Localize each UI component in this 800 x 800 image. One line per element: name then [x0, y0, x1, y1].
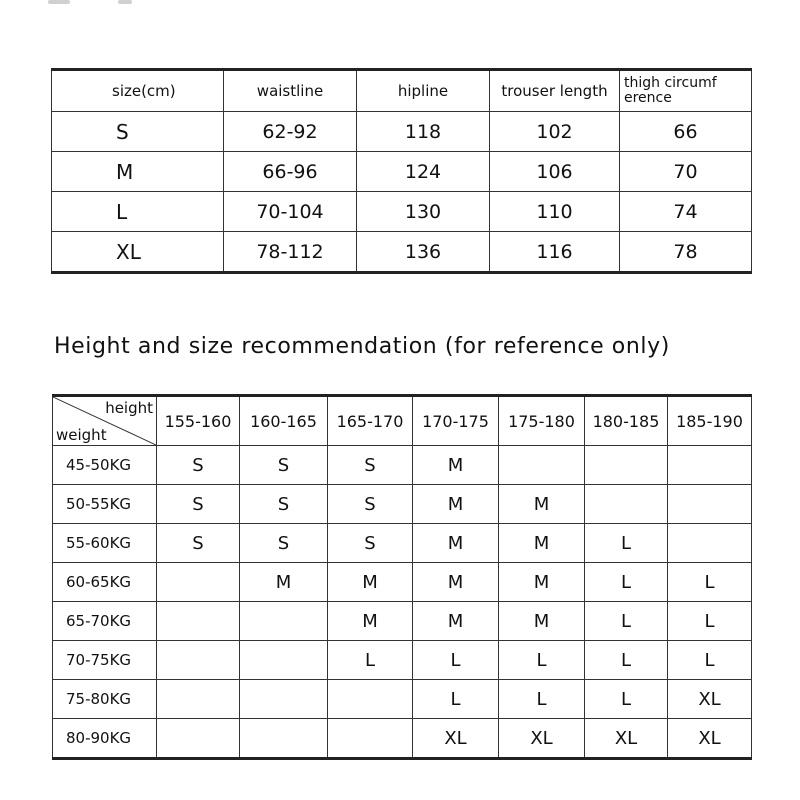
- recommended-size-cell: M: [499, 485, 585, 524]
- corner-weight-label: weight: [56, 426, 107, 444]
- height-header: 175-180: [499, 396, 585, 446]
- weight-row: [53, 719, 752, 759]
- recommended-size-cell: M: [240, 563, 328, 602]
- size-row: [52, 112, 752, 152]
- recommended-size-cell: [499, 446, 585, 485]
- header-trouser-length: trouser length: [490, 70, 620, 112]
- recommended-size-cell: M: [328, 563, 413, 602]
- size-value-trouser-length: 110: [490, 192, 620, 232]
- recommended-size-cell: [157, 719, 240, 759]
- recommended-size-cell: L: [668, 563, 752, 602]
- recommended-size-cell: [328, 680, 413, 719]
- weight-row: [53, 602, 752, 641]
- recommended-size-cell: S: [328, 524, 413, 563]
- recommended-size-cell: [240, 641, 328, 680]
- recommended-size-cell: L: [499, 680, 585, 719]
- recommended-size-cell: S: [157, 446, 240, 485]
- recommended-size-cell: XL: [668, 680, 752, 719]
- recommended-size-cell: L: [585, 680, 668, 719]
- weight-row: [53, 680, 752, 719]
- header-size: size(cm): [52, 70, 224, 112]
- size-value-waistline: 78-112: [224, 232, 357, 273]
- corner-cell: [53, 396, 157, 446]
- height-header: 165-170: [328, 396, 413, 446]
- weight-row: [53, 446, 752, 485]
- recommended-size-cell: [157, 680, 240, 719]
- recommended-size-cell: [157, 563, 240, 602]
- recommended-size-cell: M: [413, 485, 499, 524]
- recommended-size-cell: [585, 485, 668, 524]
- recommended-size-cell: L: [585, 602, 668, 641]
- size-value-waistline: 66-96: [224, 152, 357, 192]
- size-label: L: [52, 192, 224, 232]
- height-weight-recommendation-table: [52, 394, 752, 760]
- recommended-size-cell: S: [328, 446, 413, 485]
- recommended-size-cell: M: [499, 524, 585, 563]
- weight-label: 50-55KG: [53, 485, 157, 524]
- weight-label: 45-50KG: [53, 446, 157, 485]
- size-chart-header-row: [52, 70, 752, 112]
- weight-label: 55-60KG: [53, 524, 157, 563]
- size-value-hipline: 124: [357, 152, 490, 192]
- recommended-size-cell: M: [413, 602, 499, 641]
- height-header: 185-190: [668, 396, 752, 446]
- size-value-waistline: 62-92: [224, 112, 357, 152]
- recommended-size-cell: [668, 524, 752, 563]
- size-value-thigh: 70: [620, 152, 752, 192]
- corner-height-label: height: [105, 399, 153, 417]
- recommended-size-cell: L: [328, 641, 413, 680]
- recommended-size-cell: XL: [668, 719, 752, 759]
- recommended-size-cell: M: [499, 602, 585, 641]
- recommended-size-cell: [328, 719, 413, 759]
- height-header: 160-165: [240, 396, 328, 446]
- recommended-size-cell: XL: [585, 719, 668, 759]
- weight-label: 60-65KG: [53, 563, 157, 602]
- recommendation-header-row: [53, 396, 752, 446]
- recommended-size-cell: [157, 641, 240, 680]
- recommended-size-cell: M: [413, 563, 499, 602]
- recommended-size-cell: [240, 602, 328, 641]
- weight-label: 80-90KG: [53, 719, 157, 759]
- weight-row: [53, 524, 752, 563]
- height-header: 180-185: [585, 396, 668, 446]
- recommended-size-cell: [585, 446, 668, 485]
- header-hipline: hipline: [357, 70, 490, 112]
- recommended-size-cell: [240, 719, 328, 759]
- recommended-size-cell: [240, 680, 328, 719]
- height-header: 155-160: [157, 396, 240, 446]
- weight-row: [53, 563, 752, 602]
- recommended-size-cell: L: [668, 641, 752, 680]
- recommended-size-cell: L: [413, 680, 499, 719]
- recommended-size-cell: M: [413, 446, 499, 485]
- size-value-trouser-length: 116: [490, 232, 620, 273]
- recommended-size-cell: L: [413, 641, 499, 680]
- recommended-size-cell: XL: [413, 719, 499, 759]
- size-chart-table: [51, 68, 752, 274]
- recommended-size-cell: [157, 602, 240, 641]
- size-label: M: [52, 152, 224, 192]
- height-header: 170-175: [413, 396, 499, 446]
- recommended-size-cell: S: [157, 524, 240, 563]
- recommended-size-cell: M: [413, 524, 499, 563]
- recommended-size-cell: S: [240, 524, 328, 563]
- size-value-thigh: 66: [620, 112, 752, 152]
- size-value-trouser-length: 106: [490, 152, 620, 192]
- weight-label: 75-80KG: [53, 680, 157, 719]
- size-value-thigh: 78: [620, 232, 752, 273]
- recommendation-heading: Height and size recommendation (for reference only): [54, 334, 670, 359]
- header-thigh-line1: thigh circumf: [624, 75, 717, 91]
- weight-label: 70-75KG: [53, 641, 157, 680]
- size-value-hipline: 130: [357, 192, 490, 232]
- recommended-size-cell: S: [240, 446, 328, 485]
- size-value-trouser-length: 102: [490, 112, 620, 152]
- recommended-size-cell: M: [499, 563, 585, 602]
- recommended-size-cell: S: [240, 485, 328, 524]
- size-row: [52, 192, 752, 232]
- recommended-size-cell: M: [328, 602, 413, 641]
- header-waistline: waistline: [224, 70, 357, 112]
- recommended-size-cell: XL: [499, 719, 585, 759]
- size-value-thigh: 74: [620, 192, 752, 232]
- size-label: S: [52, 112, 224, 152]
- recommended-size-cell: L: [499, 641, 585, 680]
- recommended-size-cell: S: [157, 485, 240, 524]
- recommended-size-cell: [668, 485, 752, 524]
- size-value-hipline: 118: [357, 112, 490, 152]
- recommended-size-cell: S: [328, 485, 413, 524]
- weight-row: [53, 485, 752, 524]
- size-value-waistline: 70-104: [224, 192, 357, 232]
- recommended-size-cell: L: [585, 641, 668, 680]
- recommended-size-cell: L: [585, 524, 668, 563]
- recommended-size-cell: L: [668, 602, 752, 641]
- recommended-size-cell: [668, 446, 752, 485]
- size-row: [52, 232, 752, 273]
- header-thigh-line2: erence: [624, 90, 672, 106]
- top-edge-marks: [48, 0, 158, 6]
- size-label: XL: [52, 232, 224, 273]
- size-row: [52, 152, 752, 192]
- weight-row: [53, 641, 752, 680]
- size-value-hipline: 136: [357, 232, 490, 273]
- header-thigh-circumference: [620, 70, 752, 112]
- recommended-size-cell: L: [585, 563, 668, 602]
- weight-label: 65-70KG: [53, 602, 157, 641]
